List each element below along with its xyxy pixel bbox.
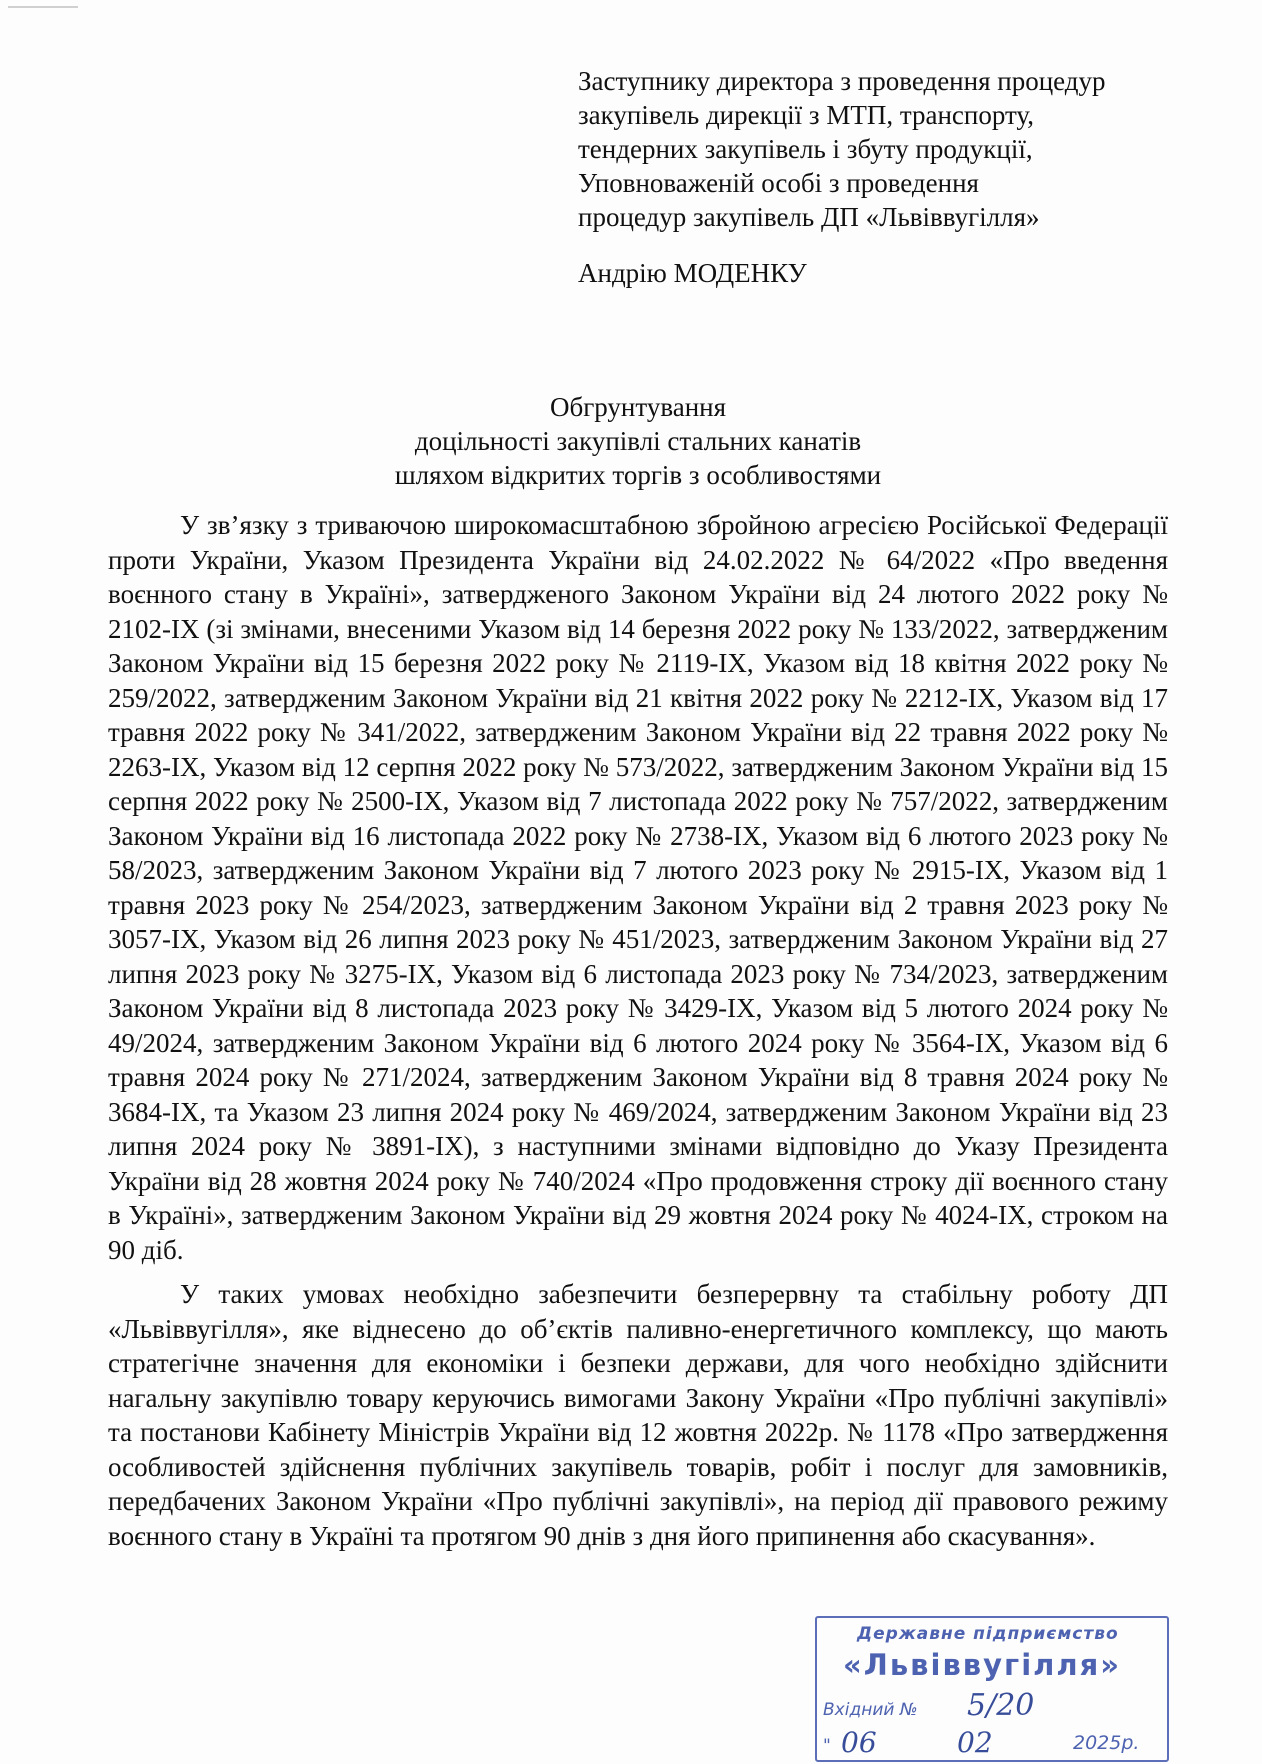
- stamp-date-day: 06: [841, 1726, 877, 1759]
- stamp-org-name: «Львіввугілля»: [843, 1648, 1121, 1682]
- title-line-2: доцільності закупівлі стальних канатів: [414, 426, 862, 456]
- incoming-registration-stamp: [815, 1616, 1169, 1762]
- stamp-quote-mark: ": [823, 1736, 831, 1756]
- addressee-line: Заступнику директора з проведення процедур: [578, 66, 1106, 96]
- document-title: [108, 390, 1168, 492]
- title-line-3: шляхом відкритих торгів з особливостями: [394, 460, 882, 490]
- addressee-line: Уповноваженій особі з проведення: [578, 168, 979, 198]
- stamp-date-month: 02: [957, 1726, 993, 1759]
- stamp-org-type: Державне підприємство: [857, 1624, 1119, 1644]
- stamp-incoming-number: 5/20: [967, 1688, 1035, 1723]
- addressee-block: [578, 64, 1218, 290]
- document-body: [108, 508, 1168, 1563]
- addressee-line: закупівель дирекції з МТП, транспорту,: [578, 100, 1034, 130]
- stamp-incoming-label: Вхідний №: [823, 1700, 918, 1720]
- addressee-name: Андрію МОДЕНКУ: [578, 258, 807, 288]
- paragraph-2: У таких умовах необхідно забезпечити безперервну та стабільну роботу ДП «Львіввугілля», яке віднесено до об’єктів паливно-енергетичного комплексу, що мають стратегічне значення для економіки і безпеки держави, для чого необхідно здійснити нагальну закупівлю товару керуючись вимогами Закону України «Про публічні закупівлі» та постанови Кабінету Міністрів України від 12 жовтня 2022р. № 1178 «Про затвердження особливостей здійснення публічних закупівель товарів, робіт і послуг для замовників, передбачених Законом України «Про публічні закупівлі», на період дії правового режиму воєнного стану в Україні та протягом 90 днів з дня його припинення або скасування».: [108, 1279, 1168, 1551]
- title-line-1: Обгрунтування: [549, 392, 727, 422]
- addressee-line: тендерних закупівель і збуту продукції,: [578, 134, 1033, 164]
- scan-artifact: [8, 6, 78, 8]
- paragraph-1: У зв’язку з триваючою широкомасштабною збройною агресією Російської Федерації проти України, Указом Президента України від 24.02.2022 № 64/2022 «Про введення воєнного стану в Україні», затвердженого Законом України від 24 лютого 2022 року № 2102-IX (зі змінами, внесеними Указом від 14 березня 2022 року № 133/2022, затвердженим Законом України від 15 березня 2022 року № 2119-IX, Указом від 18 квітня 2022 року № 259/2022, затвердженим Законом України від 21 квітня 2022 року № 2212-IX, Указом від 17 травня 2022 року № 341/2022, затвердженим Законом України від 22 травня 2022 року № 2263-IX, Указом від 12 серпня 2022 року № 573/2022, затвердженим Законом України від 15 серпня 2022 року № 2500-IX, Указом від 7 листопада 2022 року № 757/2022, затвердженим Законом України від 16 листопада 2022 року № 2738-IX, Указом від 6 лютого 2023 року № 58/2023, затвердженим Законом України від 7 лютого 2023 року № 2915-IX, Указом від 1 травня 2023 року № 254/2023, затвердженим Законом України від 2 травня 2023 року № 3057-IX, Указом від 26 липня 2023 року № 451/2023, затвердженим Законом України від 27 липня 2023 року № 3275-IX, Указом від 6 листопада 2023 року № 734/2023, затвердженим Законом України від 8 листопада 2023 року № 3429-IX, Указом від 5 лютого 2024 року № 49/2024, затвердженим Законом України від 6 лютого 2024 року № 3564-IX, Указом від 6 травня 2024 року № 271/2024, затвердженим Законом України від 8 травня 2024 року № 3684-IX, та Указом 23 липня 2024 року № 469/2024, затвердженим Законом України від 23 липня 2024 року № 3891-IX), з наступними змінами відповідно до Указу Президента України від 28 жовтня 2024 року № 740/2024 «Про продовження строку дії воєнного стану в Україні», затвердженим Законом України від 29 жовтня 2024 року № 4024-IX, строком на 90 діб.: [108, 510, 1168, 1265]
- stamp-date-year: 2025р.: [1073, 1732, 1140, 1754]
- addressee-line: процедур закупівель ДП «Львіввугілля»: [578, 202, 1040, 232]
